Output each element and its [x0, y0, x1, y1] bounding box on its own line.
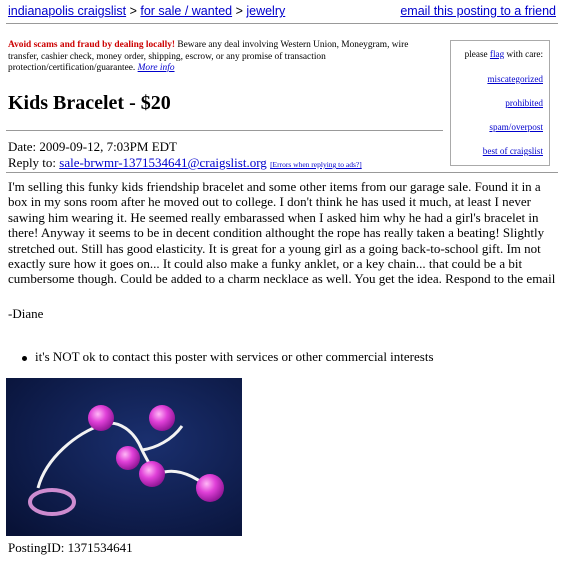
breadcrumb-separator: > [232, 4, 247, 18]
bullet-icon [22, 356, 27, 361]
flag-miscategorized-link[interactable]: miscategorized [487, 74, 543, 84]
meta-divider [6, 172, 558, 173]
contact-notice-text: it's NOT ok to contact this poster with services or other commercial interests [35, 349, 434, 364]
scam-warning-text: Beware any deal involving Western Union, Moneygram, wire transfer, cashier check, money order, shipping, escrow, or any promise of transaction protection/certification/guarantee. [8, 40, 409, 74]
reply-errors-link[interactable]: [Errors when replying to ads?] [270, 160, 362, 169]
flag-box-care-text: with care: [504, 49, 543, 59]
post-meta [8, 139, 362, 173]
post-body: I'm selling this funky kids friendship bracelet and some other items from our garage sale. Found it in a box in my sons room after he moved out to college. I don't think he has used it much, at least I never sawing him wearing it. He seemed really embarassed when I asked him why he had a girl's bracelet in there! Anyway it seems to be in decent condition althought the rope has really taken a beating! Slightly stretched out. Still has good elasticity. It is great for a young girl as a going back-to-school gift. Im not exactly sure how it goes on... It could also make a funky anklet, or a key chain... that could be a bit cumbersome though. Could be added to a charm necklace as well. You get the idea. Respond to the email [8, 179, 556, 287]
flag-box-header [465, 49, 543, 59]
posting-id: PostingID: 1371534641 [8, 540, 133, 555]
scam-warning [8, 40, 440, 75]
breadcrumb [8, 4, 285, 18]
post-signature: -Diane [8, 306, 44, 321]
flag-box-please-text: please [464, 49, 490, 59]
contact-notice [22, 349, 434, 365]
post-date [8, 139, 362, 155]
reply-label: Reply to: [8, 155, 60, 170]
post-title: Kids Bracelet - $20 [8, 92, 171, 114]
breadcrumb-separator: > [126, 4, 141, 18]
bracelet-photo[interactable] [6, 378, 242, 536]
bracelet-photo-image [6, 378, 242, 536]
flag-box [450, 40, 550, 166]
top-nav [8, 4, 556, 20]
flag-link[interactable]: flag [489, 49, 505, 59]
flag-best-of-link[interactable]: best of craigslist [482, 146, 543, 156]
post-date-label: Date: [8, 139, 40, 154]
top-divider [6, 23, 558, 24]
post-reply [8, 155, 362, 173]
flag-spam-link[interactable]: spam/overpost [489, 122, 543, 132]
breadcrumb-section-link[interactable]: for sale / wanted [140, 4, 233, 18]
flag-prohibited-link[interactable]: prohibited [505, 98, 543, 108]
title-divider [6, 130, 443, 131]
scam-warning-headline: Avoid scams and fraud by dealing locally! [8, 40, 176, 50]
breadcrumb-site-link[interactable]: indianapolis craigslist [8, 4, 127, 18]
email-posting-link[interactable]: email this posting to a friend [400, 4, 556, 18]
reply-email-link[interactable]: sale-brwmr-1371534641@craigslist.org [59, 155, 267, 170]
post-date-value: 2009-09-12, 7:03PM EDT [39, 139, 177, 154]
more-info-link[interactable]: More info [137, 63, 175, 74]
breadcrumb-category-link[interactable]: jewelry [246, 4, 286, 18]
